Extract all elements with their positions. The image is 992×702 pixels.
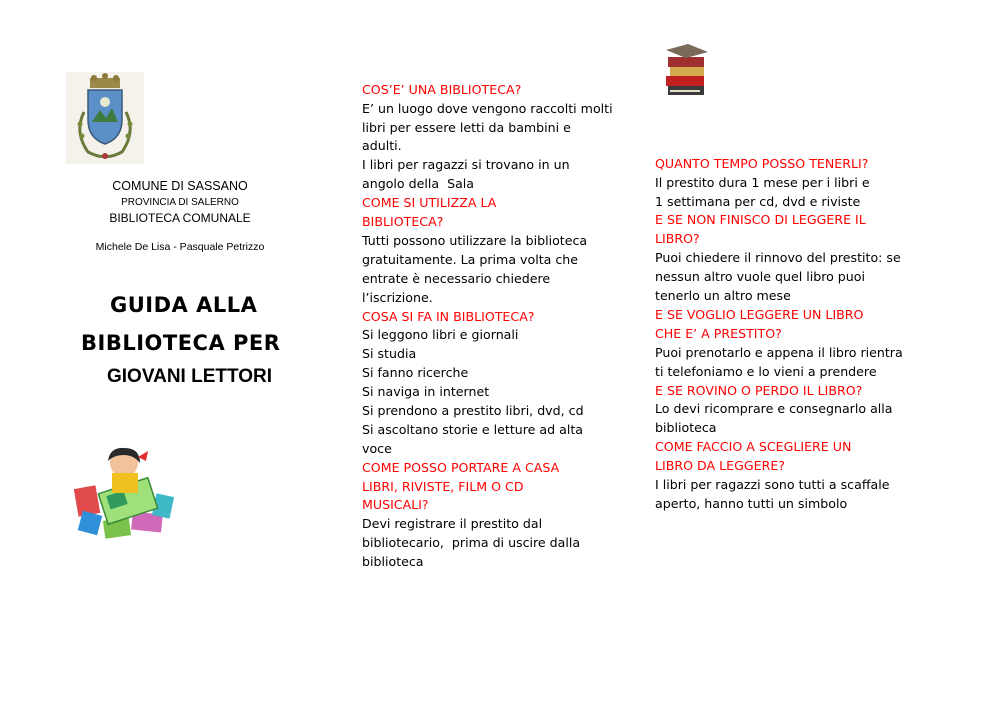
right-text-line: aperto, hanno tutti un simbolo <box>655 495 848 511</box>
coat-of-arms-icon <box>66 72 144 164</box>
right-heading-line: E SE NON FINISCO DI LEGGERE IL <box>655 212 866 228</box>
middle-text-line: E’ un luogo dove vengono raccolti molti <box>362 100 613 116</box>
middle-text-line: bibliotecario, prima di uscire dalla <box>362 535 581 551</box>
comune-label: COMUNE DI SASSANO <box>112 179 248 193</box>
biblioteca-label: BIBLIOTECA COMUNALE <box>109 211 251 225</box>
right-text-line: Lo devi ricomprare e consegnarlo alla <box>655 401 893 417</box>
middle-text-line: l’iscrizione. <box>362 289 433 305</box>
middle-heading-line: COSA SI FA IN BIBLIOTECA? <box>362 308 535 324</box>
middle-text-line: Si fanno ricerche <box>362 365 469 381</box>
right-column <box>655 117 955 511</box>
middle-text-line: biblioteca <box>362 554 424 570</box>
right-text-line: ti telefoniamo e lo vieni a prendere <box>655 363 877 379</box>
middle-column <box>362 43 622 570</box>
middle-text-line: Tutti possono utilizzare la biblioteca <box>362 232 588 248</box>
middle-heading-line: COME SI UTILIZZA LA <box>362 195 497 211</box>
right-heading-line: E SE ROVINO O PERDO IL LIBRO? <box>655 382 863 398</box>
middle-text-line: entrate è necessario chiedere <box>362 270 551 286</box>
books-stack-icon <box>662 42 710 98</box>
middle-text-line: gratuitamente. La prima volta che <box>362 251 579 267</box>
right-text-line: 1 settimana per cd, dvd e riviste <box>655 193 861 209</box>
middle-heading-line: LIBRI, RIVISTE, FILM O CD <box>362 478 524 494</box>
right-heading-line: CHE E’ A PRESTITO? <box>655 325 782 341</box>
right-text-line: tenerlo un altro mese <box>655 288 791 304</box>
middle-heading-line: MUSICALI? <box>362 497 429 513</box>
middle-heading-line: COME POSSO PORTARE A CASA <box>362 459 560 475</box>
middle-text-line: Si studia <box>362 346 417 362</box>
middle-text-line: adulti. <box>362 138 402 154</box>
middle-text-line: voce <box>362 440 392 456</box>
right-text-line: biblioteca <box>655 420 717 436</box>
right-heading-line: LIBRO? <box>655 231 700 247</box>
right-text-line: Il prestito dura 1 mese per i libri e <box>655 174 870 190</box>
right-text-line: I libri per ragazzi sono tutti a scaffale <box>655 476 890 492</box>
middle-text-line: Si naviga in internet <box>362 384 490 400</box>
right-heading-line: LIBRO DA LEGGERE? <box>655 458 785 474</box>
authors-label: Michele De Lisa - Pasquale Petrizzo <box>95 241 265 253</box>
right-heading-line: COME FACCIO A SCEGLIERE UN <box>655 439 852 455</box>
child-reading-icon <box>74 443 180 541</box>
middle-text-line: Si leggono libri e giornali <box>362 327 519 343</box>
middle-text-line: Si ascoltano storie e letture ad alta <box>362 421 583 437</box>
middle-text-line: angolo della Sala <box>362 176 474 192</box>
middle-text-line: libri per essere letti da bambini e <box>362 119 571 135</box>
right-text-line: Puoi chiedere il rinnovo del prestito: se <box>655 250 901 266</box>
right-text-line: Puoi prenotarlo e appena il libro rientra <box>655 344 903 360</box>
right-text-line: nessun altro vuole quel libro puoi <box>655 269 865 285</box>
middle-text-line: Si prendono a prestito libri, dvd, cd <box>362 402 584 418</box>
middle-text-line: I libri per ragazzi si trovano in un <box>362 157 570 173</box>
provincia-label: PROVINCIA DI SALERNO <box>121 197 239 208</box>
right-heading-line: QUANTO TEMPO POSSO TENERLI? <box>655 155 869 171</box>
middle-heading-line: BIBLIOTECA? <box>362 214 444 230</box>
right-heading-line: E SE VOGLIO LEGGERE UN LIBRO <box>655 306 864 322</box>
title-line-2: BIBLIOTECA PER <box>81 331 281 355</box>
middle-text-line: Devi registrare il prestito dal <box>362 516 543 532</box>
title-line-3: GIOVANI LETTORI <box>107 366 273 387</box>
title-line-1: GUIDA ALLA <box>110 293 258 317</box>
middle-heading-line: COS’E’ UNA BIBLIOTECA? <box>362 81 522 97</box>
